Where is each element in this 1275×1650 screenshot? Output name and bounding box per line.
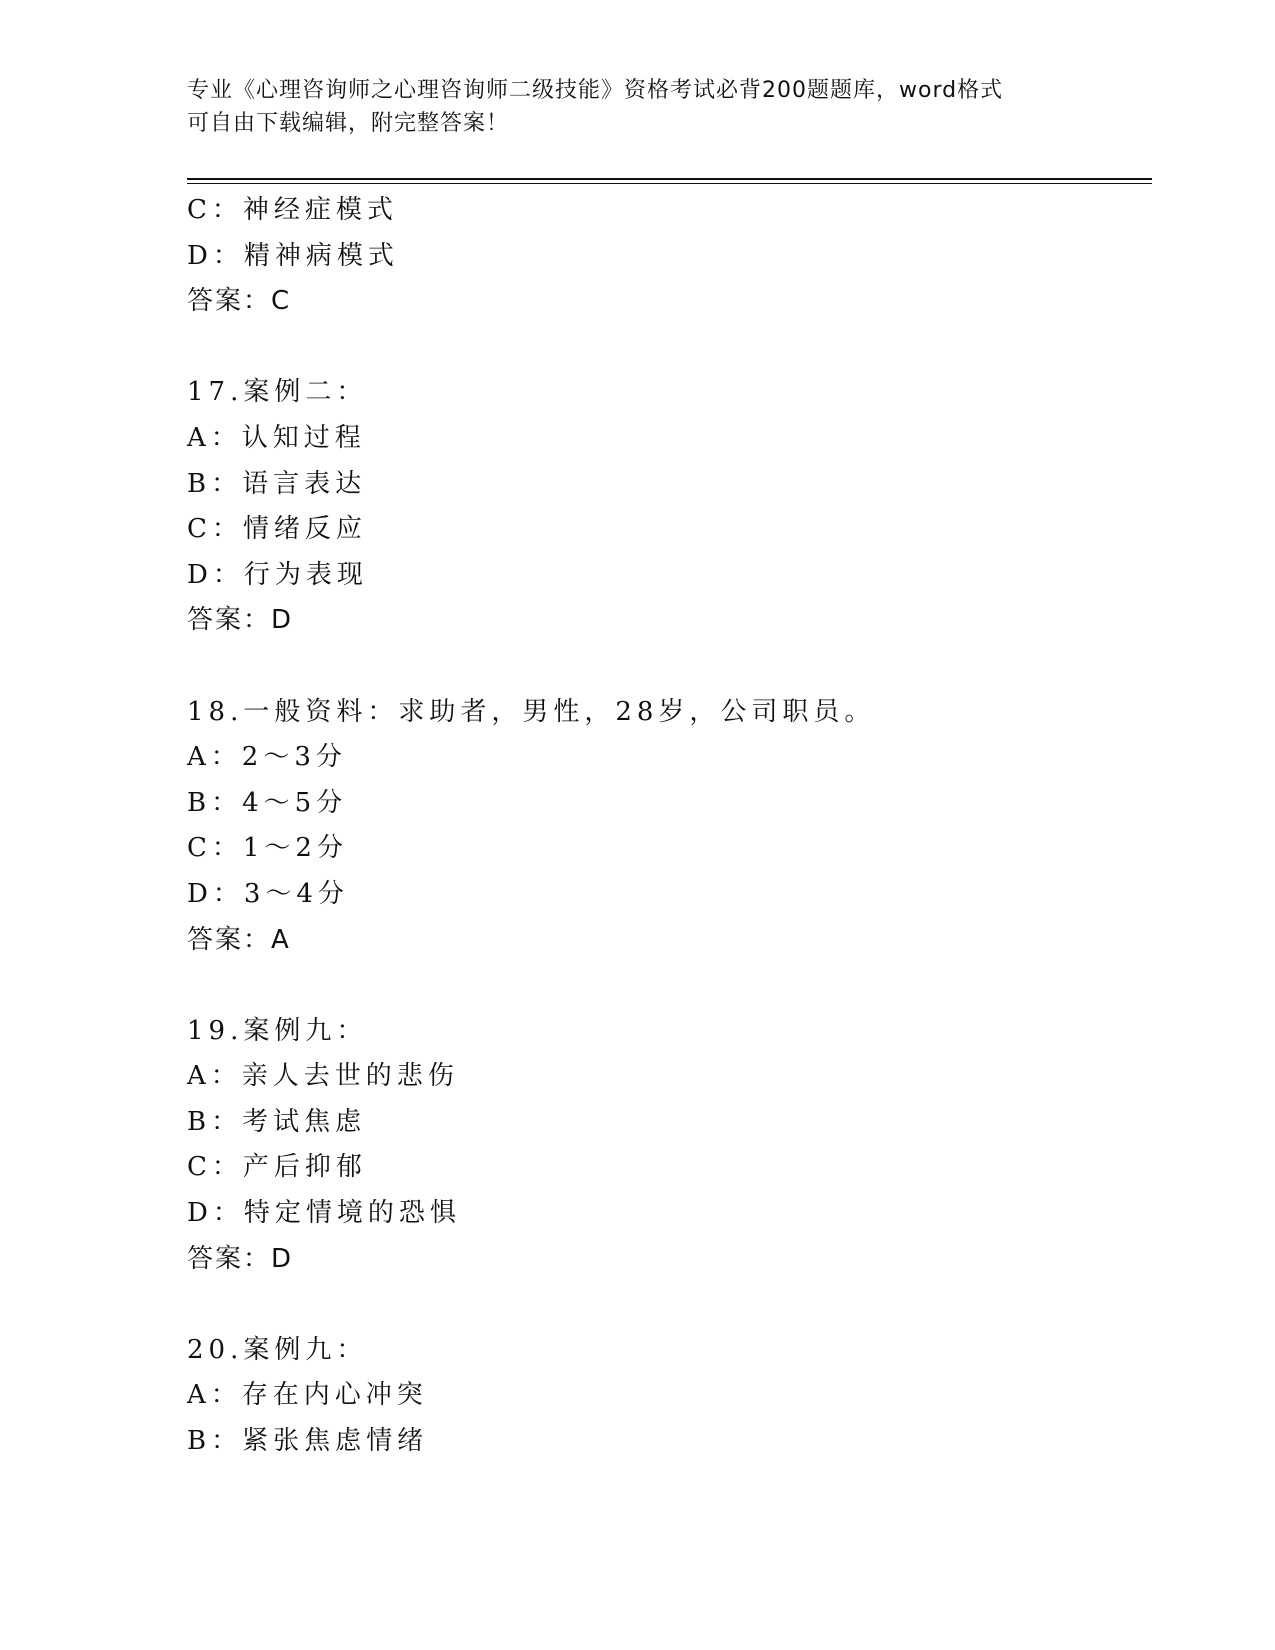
answer-line: 答案：D bbox=[187, 1243, 294, 1274]
option-line: D：行为表现 bbox=[187, 559, 368, 590]
question-line: 19.案例九： bbox=[187, 1015, 368, 1046]
question-line: 20.案例九： bbox=[187, 1334, 368, 1365]
option-line: A：认知过程 bbox=[187, 422, 366, 453]
answer-line: 答案：D bbox=[187, 605, 294, 636]
option-line: B：考试焦虑 bbox=[187, 1106, 367, 1137]
question-line: 17.案例二： bbox=[187, 377, 368, 408]
header-rule-thick bbox=[187, 178, 1152, 180]
option-line: A：存在内心冲突 bbox=[187, 1380, 428, 1411]
blank-line bbox=[187, 644, 1147, 690]
option-line: D：精神病模式 bbox=[187, 240, 399, 271]
option-line: B：语言表达 bbox=[187, 468, 367, 499]
header-line-2: 可自由下载编辑，附完整答案！ bbox=[187, 111, 510, 136]
blank-line bbox=[187, 325, 1147, 371]
answer-line: 答案：C bbox=[187, 286, 292, 317]
option-line: C：神经症模式 bbox=[187, 195, 398, 225]
option-line: C：产后抑郁 bbox=[187, 1152, 367, 1183]
option-line: A：亲人去世的悲伤 bbox=[187, 1061, 459, 1092]
option-line: C：情绪反应 bbox=[187, 514, 367, 545]
blank-line bbox=[187, 1282, 1147, 1328]
blank-line bbox=[187, 963, 1147, 1009]
option-line: D：特定情境的恐惧 bbox=[187, 1198, 461, 1229]
header-rule-thin bbox=[187, 183, 1152, 184]
option-line: D：3～4分 bbox=[187, 878, 349, 909]
document-header bbox=[187, 74, 1077, 140]
question-line: 18.一般资料：求助者，男性，28岁，公司职员。 bbox=[187, 696, 876, 727]
answer-line: 答案：A bbox=[187, 924, 291, 955]
option-line: C：1～2分 bbox=[187, 833, 348, 864]
header-line-1: 专业《心理咨询师之心理咨询师二级技能》资格考试必背200题题库，word格式 bbox=[187, 78, 1004, 103]
question-list bbox=[187, 188, 1147, 1465]
option-line: B：4～5分 bbox=[187, 787, 348, 818]
option-line: A：2～3分 bbox=[187, 742, 347, 773]
option-line: B：紧张焦虑情绪 bbox=[187, 1426, 429, 1457]
